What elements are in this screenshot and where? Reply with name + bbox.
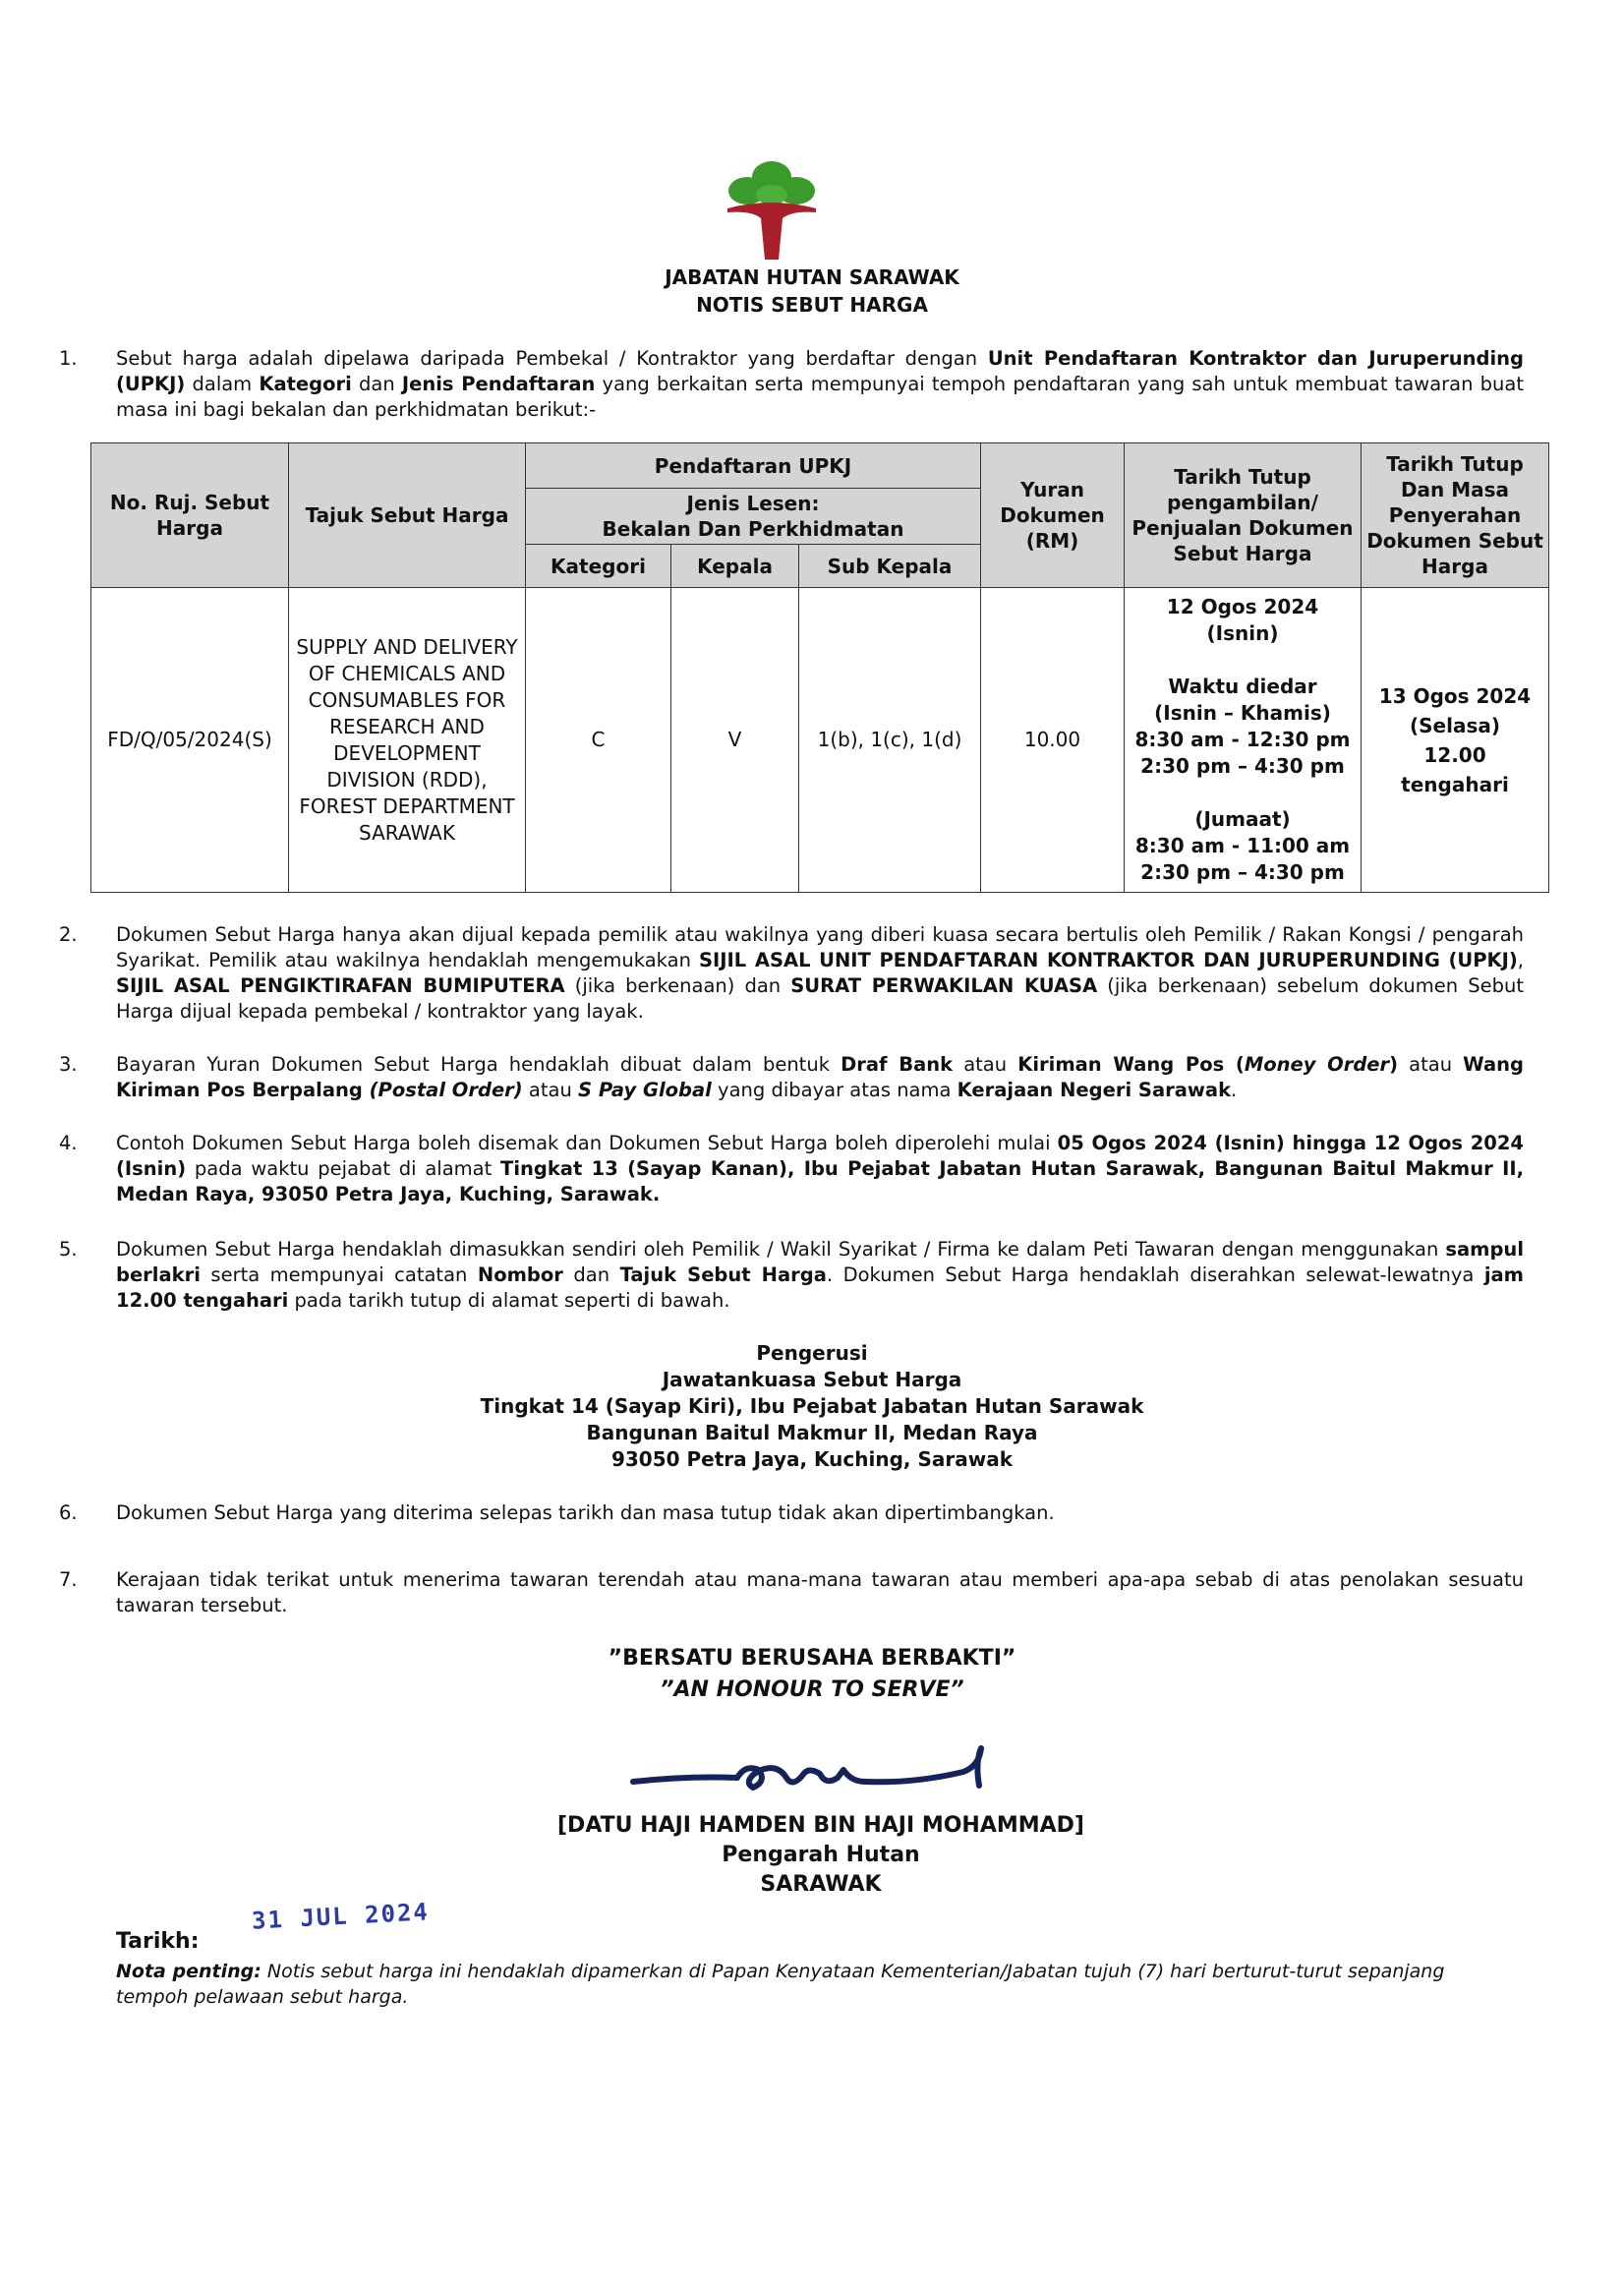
signatory-position: Pengarah Hutan <box>722 1843 920 1867</box>
address-line: Bangunan Baitul Makmur II, Medan Raya <box>586 1421 1038 1444</box>
header-ref-no: No. Ruj. Sebut Harga <box>91 443 289 588</box>
cell-fee: 10.00 <box>981 588 1125 893</box>
motto-malay: ”BERSATU BERUSAHA BERBAKTI” <box>608 1646 1016 1671</box>
header-subhead: Sub Kepala <box>799 545 981 588</box>
forest-department-logo <box>724 157 820 262</box>
paragraph-text: Contoh Dokumen Sebut Harga boleh disemak dan Dokumen Sebut Harga boleh diperolehi mulai 05 Ogos 2024 (Isnin) hingga 12 Ogos 2024 (Isnin) pada waktu pejabat di alamat Tingkat 13 (Sayap Kanan), Ibu Pejabat Jabatan Hutan Sarawak, Bangunan Baitul Makmur II, Medan Raya, 93050 Petra Jaya, Kuching, Sarawak. <box>116 1132 1525 1205</box>
paragraph-text: Dokumen Sebut Harga hanya akan dijual kepada pemilik atau wakilnya yang diberi kuasa secara bertulis oleh Pemilik / Rakan Kongsi / pengarah Syarikat. Pemilik atau wakilnya hendaklah mengemukakan SIJIL ASAL UNIT PENDAFTARAN KONTRAKTOR DAN JURUPERUNDING (UPKJ), SIJIL ASAL PENGIKTIRAFAN BUMIPUTERA (jika berkenaan) dan SURAT PERWAKILAN KUASA (jika berkenaan) sebelum dokumen Sebut Harga dijual kepada pembekal / kontraktor yang layak. <box>116 923 1524 1023</box>
signatory-block <box>526 1811 1116 1900</box>
address-line: Tingkat 14 (Sayap Kiri), Ibu Pejabat Jabatan Hutan Sarawak <box>480 1394 1144 1418</box>
address-line: 93050 Petra Jaya, Kuching, Sarawak <box>610 1447 1014 1471</box>
cell-category: C <box>526 588 671 893</box>
header-collection-close: Tarikh Tutup pengambilan/ Penjualan Dokumen Sebut Harga <box>1125 443 1362 588</box>
note-text: Notis sebut harga ini hendaklah dipamerkan di Papan Kenyataan Kementerian/Jabatan tujuh (7) hari berturut-turut sepanjang tempoh pelawaan sebut harga. <box>116 1961 1445 2008</box>
cell-collection-close: 12 Ogos 2024 (Isnin) Waktu diedar (Isnin – Khamis) 8:30 am - 12:30 pm 2:30 pm – 4:30 pm (Jumaat) 8:30 am - 11:00 am 2:30 pm – 4:30 pm <box>1125 588 1362 893</box>
quotation-table <box>90 442 1549 893</box>
paragraph-text: Bayaran Yuran Dokumen Sebut Harga hendaklah dibuat dalam bentuk Draf Bank atau Kiriman Wang Pos (Money Order) atau Wang Kiriman Pos Berpalang (Postal Order) atau S Pay Global yang dibayar atas nama Kerajaan Negeri Sarawak. <box>116 1053 1524 1101</box>
note-label: Nota penting: <box>116 1961 261 1982</box>
address-line: Pengerusi <box>756 1341 868 1365</box>
header-submission-close: Tarikh Tutup Dan Masa Penyerahan Dokumen Sebut Harga <box>1362 443 1549 588</box>
header-head: Kepala <box>671 545 799 588</box>
cell-title: SUPPLY AND DELIVERY OF CHEMICALS AND CONSUMABLES FOR RESEARCH AND DEVELOPMENT DIVISION (RDD), FOREST DEPARTMENT SARAWAK <box>289 588 526 893</box>
cell-head: V <box>671 588 799 893</box>
paragraph-number: 6. <box>59 1501 78 1524</box>
address-block <box>0 1340 1624 1473</box>
paragraph-text: Dokumen Sebut Harga hendaklah dimasukkan sendiri oleh Pemilik / Wakil Syarikat / Firma ke dalam Peti Tawaran dengan menggunakan sampul berlakri serta mempunyai catatan Nombor dan Tajuk Sebut Harga. Dokumen Sebut Harga hendaklah diserahkan selewat-lewatnya jam 12.00 tengahari pada tarikh tutup di alamat seperti di bawah. <box>116 1238 1524 1312</box>
date-label: Tarikh: <box>116 1929 200 1954</box>
important-note <box>116 1959 1512 2010</box>
notice-title: NOTIS SEBUT HARGA <box>696 293 928 317</box>
header-upkj: Pendaftaran UPKJ <box>526 443 981 489</box>
signatory-state: SARAWAK <box>760 1872 882 1897</box>
motto-english: ”AN HONOUR TO SERVE” <box>660 1677 964 1702</box>
date-stamp: 31 JUL 2024 <box>251 1898 431 1935</box>
header-category: Kategori <box>526 545 671 588</box>
signatory-name: [DATU HAJI HAMDEN BIN HAJI MOHAMMAD] <box>557 1813 1084 1838</box>
header-license-type: Jenis Lesen: Bekalan Dan Perkhidmatan <box>526 489 981 545</box>
address-line: Jawatankuasa Sebut Harga <box>662 1368 962 1391</box>
paragraph-number: 3. <box>59 1053 78 1076</box>
header-fee: Yuran Dokumen (RM) <box>981 443 1125 588</box>
paragraph-number: 7. <box>59 1568 78 1591</box>
cell-ref: FD/Q/05/2024(S) <box>91 588 289 893</box>
signature-image <box>629 1742 1003 1811</box>
paragraph-text: Kerajaan tidak terikat untuk menerima tawaran terendah atau mana-mana tawaran atau memberi apa-apa sebab di atas penolakan sesuatu tawaran tersebut. <box>116 1568 1524 1616</box>
cell-submission-close: 13 Ogos 2024 (Selasa) 12.00 tengahari <box>1362 588 1549 893</box>
paragraph-number: 4. <box>59 1132 78 1154</box>
header-title: Tajuk Sebut Harga <box>289 443 526 588</box>
paragraph-number: 5. <box>59 1238 78 1261</box>
paragraph-text: Sebut harga adalah dipelawa daripada Pembekal / Kontraktor yang berdaftar dengan Unit Pendaftaran Kontraktor dan Juruperunding (UPKJ) dalam Kategori dan Jenis Pendaftaran yang berkaitan serta mempunyai tempoh pendaftaran yang sah untuk membuat tawaran buat masa ini bagi bekalan dan perkhidmatan berikut:- <box>116 347 1525 421</box>
paragraph-text: Dokumen Sebut Harga yang diterima selepas tarikh dan masa tutup tidak akan dipertimbangkan. <box>116 1501 1055 1524</box>
cell-subhead: 1(b), 1(c), 1(d) <box>799 588 981 893</box>
paragraph-number: 2. <box>59 923 78 946</box>
department-name: JABATAN HUTAN SARAWAK <box>665 265 959 289</box>
table-row <box>91 588 1549 893</box>
paragraph-number: 1. <box>59 347 78 370</box>
